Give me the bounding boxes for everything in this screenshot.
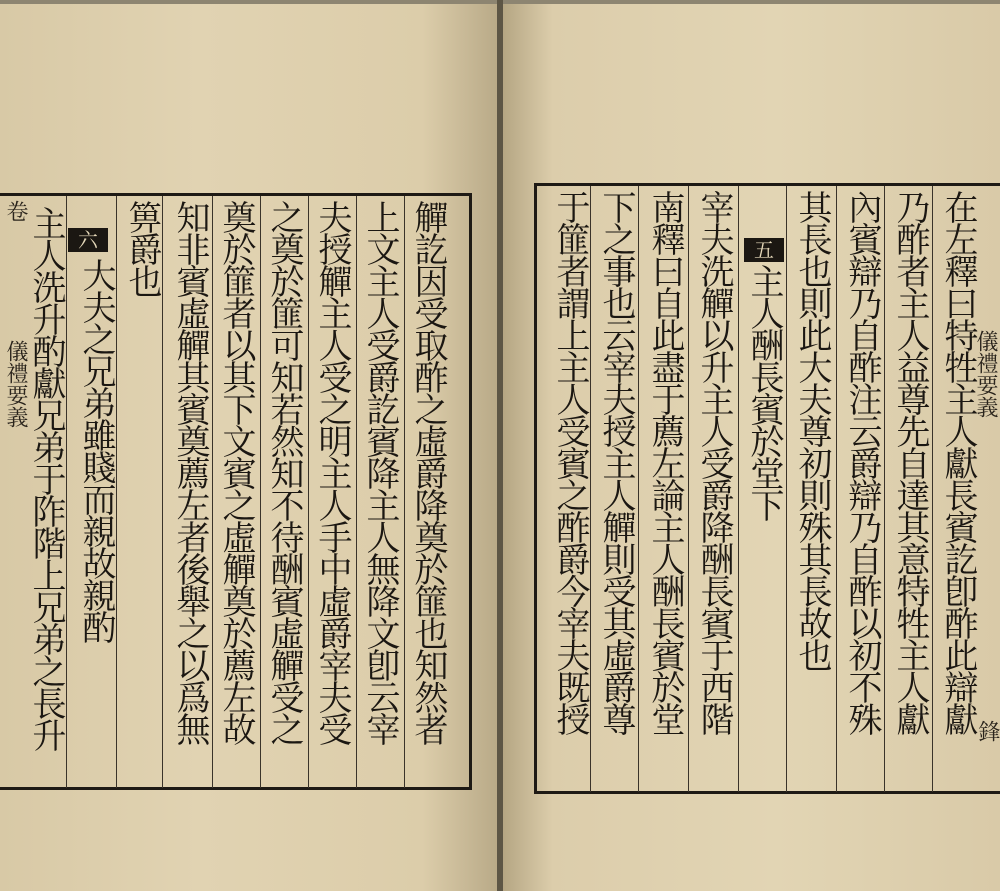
text-column-left-5: 奠於篚者以其下文賓之虛觶奠於薦左故 <box>216 200 256 744</box>
column-rule <box>260 196 261 788</box>
column-rule <box>884 186 885 792</box>
text-column-right-1: 于篚者謂上主人受賓之酢爵今宰夫既授 <box>550 190 590 734</box>
text-column-left-8: 上文主人受爵訖賓降主人無降文卽云宰 <box>360 200 400 744</box>
column-rule <box>638 186 639 792</box>
text-column-left-9: 觶訖因受取酢之虛爵降奠於篚也知然者 <box>408 200 448 744</box>
right-edge-top-label: 儀禮要義 <box>973 330 998 418</box>
left-edge-top-label: 卷 <box>3 200 28 222</box>
book-gutter <box>497 0 503 891</box>
text-column-left-2: 主人洗升酌獻兄弟于阼階上兄弟之長升 <box>26 206 66 750</box>
text-column-left-6: 之奠於篚可知若然知不待酬賓虛觶受之 <box>264 200 304 744</box>
text-column-right-7: 內賓辯乃自酢注云爵辯乃自酢以初不殊 <box>842 190 882 734</box>
text-column-right-9: 在左釋曰特牲主人獻長賓訖卽酢此辯獻 <box>938 190 978 734</box>
section-mark-five: 五 <box>744 238 784 262</box>
column-rule <box>212 196 213 788</box>
text-column-left-1: 大夫之兄弟雖賤而親故親酌 <box>76 258 116 642</box>
text-column-right-5: 主人酬長賓於堂下 <box>744 264 784 520</box>
column-rule <box>738 186 739 792</box>
column-rule <box>404 196 405 788</box>
column-rule <box>688 186 689 792</box>
text-column-left-4: 知非賓虛觶其賓奠薦左者後舉之以爲無 <box>170 200 210 744</box>
text-column-right-2: 下之事也云宰夫授主人觶則受其虛爵尊 <box>596 190 636 734</box>
left-edge-middle-label: 儀禮要義 <box>3 340 28 428</box>
section-mark-six: 六 <box>68 228 108 252</box>
text-column-right-8: 乃酢者主人益尊先自達其意特牲主人獻 <box>890 190 930 734</box>
right-edge-bottom-label: 鋒 <box>975 720 1000 742</box>
column-rule <box>356 196 357 788</box>
text-column-right-4: 宰夫洗觶以升主人受爵降酬長賓于西階 <box>694 190 734 734</box>
column-rule <box>786 186 787 792</box>
column-rule <box>308 196 309 788</box>
text-column-left-7: 夫授觶主人受之明主人手中虛爵宰夫受 <box>312 200 352 744</box>
text-column-right-3: 南釋曰自此盡于薦左論主人酬長賓於堂 <box>645 190 685 734</box>
text-column-left-3: 箅爵也 <box>122 200 162 296</box>
column-rule <box>836 186 837 792</box>
column-rule <box>932 186 933 792</box>
text-column-right-6: 其長也則此大夫尊初則殊其長故也 <box>792 190 832 670</box>
